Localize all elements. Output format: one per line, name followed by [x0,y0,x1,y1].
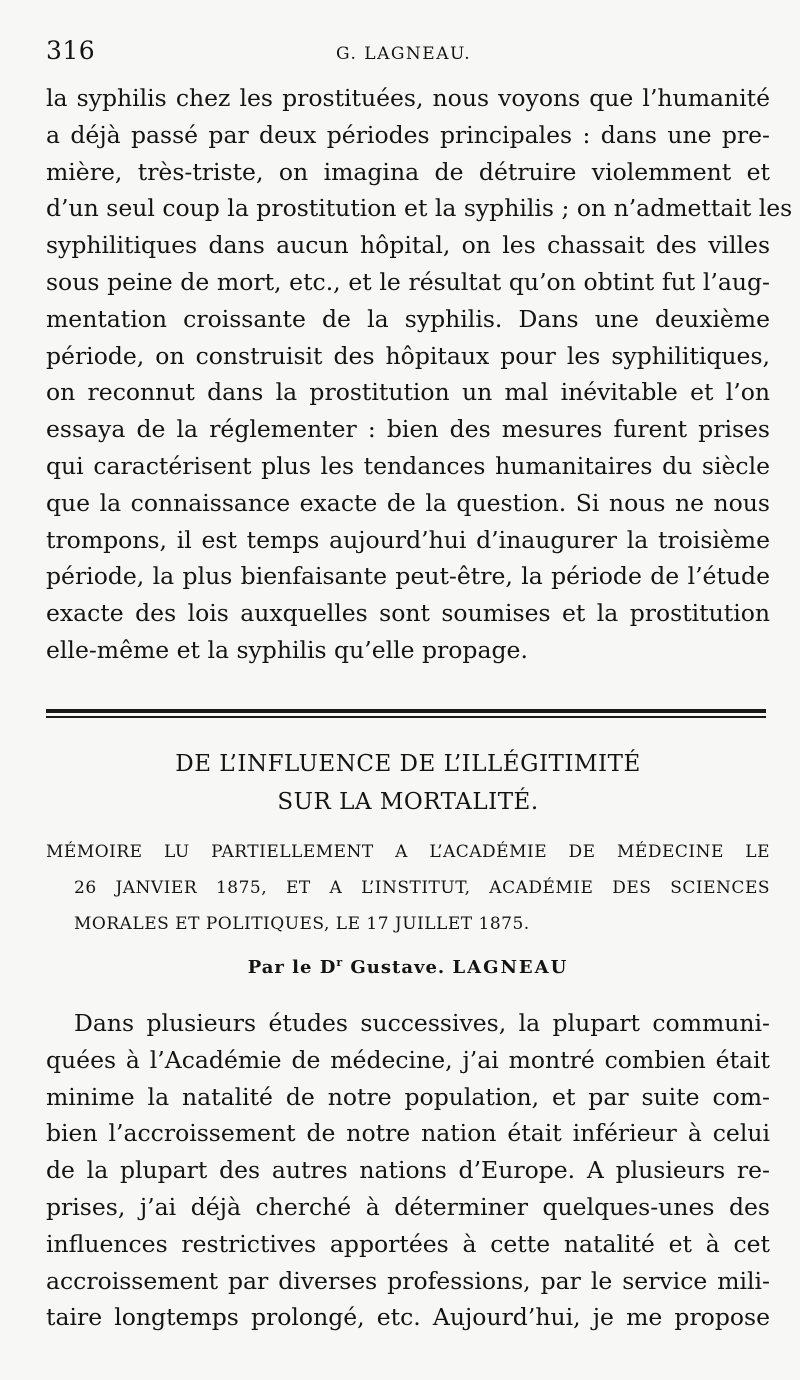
text-line: que la connaissance exacte de la question. Si nous ne nous [46,488,770,517]
byline-superscript: r [336,956,344,969]
page-number: 316 [46,36,96,65]
text-line: a déjà passé par deux périodes principales : dans une pre- [46,120,770,149]
text-line: trompons, il est temps aujourd’hui d’inaugurer la troisième [46,525,770,554]
byline-surname: LAGNEAU [452,957,569,978]
paragraph-natality-studies [46,1005,770,1336]
text-line: de la plupart des autres nations d’Europe. A plusieurs re- [46,1156,770,1185]
running-head [46,36,766,70]
byline-first-name: Gustave. [350,957,446,978]
text-line: quées à l’Académie de médecine, j’ai montré combien était [46,1045,770,1074]
section-divider-thin [46,716,766,718]
text-line: période, la plus bienfaisante peut-être, la période de l’étude [46,562,770,591]
text-line: on reconnut dans la prostitution un mal inévitable et l’on [46,378,770,407]
article-title [46,745,770,821]
text-line: la syphilis chez les prostituées, nous voyons que l’humanité [46,84,770,112]
text-line: prises, j’ai déjà cherché à déterminer quelques-unes des [46,1192,770,1221]
text-line: Dans plusieurs études successives, la plupart communi- [74,1009,770,1037]
paragraph-syphilis-periods [46,80,793,669]
text-line: essaya de la réglementer : bien des mesures furent prises [46,415,770,444]
author-byline [46,956,770,978]
text-line: minime la natalité de notre population, et par suite com- [46,1082,770,1111]
text-line: elle-même et la syphilis qu’elle propage. [46,635,528,664]
section-divider-thick [46,709,766,713]
text-line: sous peine de mort, etc., et le résultat qu’on obtint fut l’aug- [46,267,770,296]
text-line: période, on construisit des hôpitaux pour les syphilitiques, [46,341,770,370]
text-line: mentation croissante de la syphilis. Dans une deuxième [46,304,770,333]
memoir-note [46,834,770,942]
text-line: taire longtemps prolongé, etc. Aujourd’hui, je me propose [46,1303,770,1332]
memoir-line: 26 JANVIER 1875, ET A L’INSTITUT, ACADÉMIE DES SCIENCES [74,878,770,898]
text-line: influences restrictives apportées à cette natalité et à cet [46,1229,770,1258]
memoir-line: MORALES ET POLITIQUES, LE 17 JUILLET 1875. [74,914,530,934]
text-line: syphilitiques dans aucun hôpital, on les chassait des villes [46,231,770,260]
text-line: bien l’accroissement de notre nation était inférieur à celui [46,1119,770,1148]
text-line: d’un seul coup la prostitution et la syphilis ; on n’admettait les [46,194,793,223]
article-title-line: DE L’INFLUENCE DE L’ILLÉGITIMITÉ [175,751,641,777]
byline-prefix: Par le D [247,957,337,978]
text-line: mière, très-triste, on imagina de détruire violemment et [46,157,770,186]
text-line: exacte des lois auxquelles sont soumises et la prostitution [46,599,770,628]
memoir-line: MÉMOIRE LU PARTIELLEMENT A L’ACADÉMIE DE MÉDECINE LE [46,842,770,862]
running-head-author: G. LAGNEAU. [336,44,472,64]
text-line: qui caractérisent plus les tendances humanitaires du siècle [46,451,770,480]
text-line: accroissement par diverses professions, par le service mili- [46,1266,770,1295]
article-title-line: SUR LA MORTALITÉ. [277,789,539,815]
